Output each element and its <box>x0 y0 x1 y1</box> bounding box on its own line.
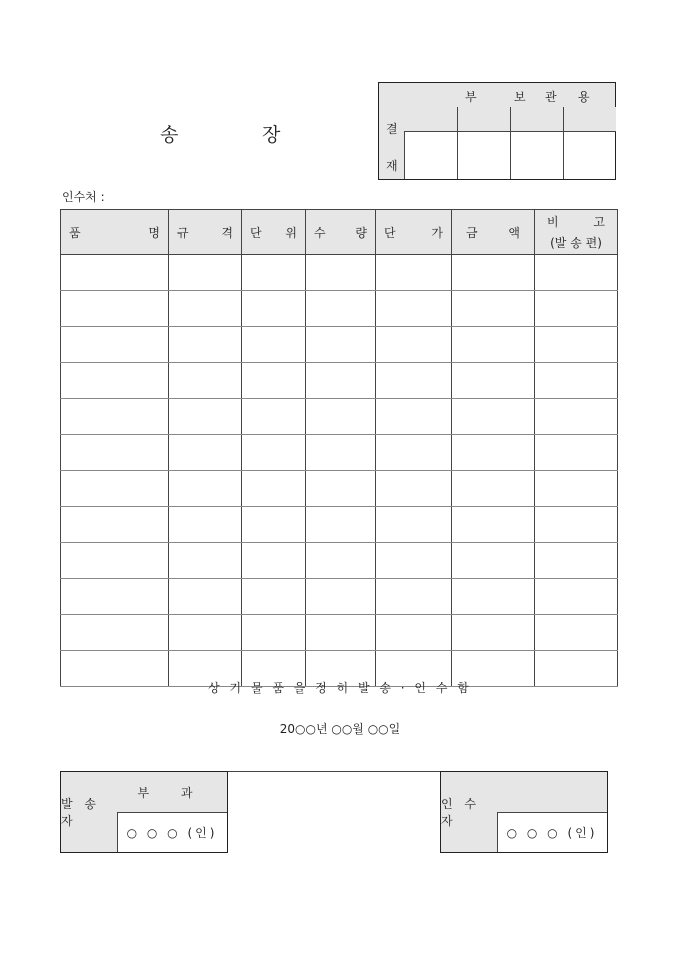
table-cell[interactable] <box>535 363 618 399</box>
table-cell[interactable] <box>242 291 306 327</box>
table-cell[interactable] <box>535 471 618 507</box>
document-title <box>160 120 282 147</box>
table-cell[interactable] <box>452 471 535 507</box>
table-cell[interactable] <box>169 399 242 435</box>
table-cell[interactable] <box>242 471 306 507</box>
table-cell[interactable] <box>535 399 618 435</box>
table-cell[interactable] <box>169 507 242 543</box>
col-unit-price: 단 가 <box>376 210 452 255</box>
table-cell[interactable] <box>376 291 452 327</box>
table-cell[interactable] <box>452 291 535 327</box>
table-cell[interactable] <box>376 507 452 543</box>
table-cell[interactable] <box>169 291 242 327</box>
table-cell[interactable] <box>535 435 618 471</box>
receiver-box <box>440 771 608 853</box>
date: 20○○년 ○○월 ○○일 <box>279 722 401 736</box>
table-cell[interactable] <box>376 615 452 651</box>
table-cell[interactable] <box>242 543 306 579</box>
approval-divider <box>404 131 616 132</box>
approval-divider <box>563 107 564 179</box>
table-cell[interactable] <box>535 543 618 579</box>
table-cell[interactable] <box>535 615 618 651</box>
table-cell[interactable] <box>306 291 376 327</box>
table-cell[interactable] <box>535 507 618 543</box>
recipient-label: 인수처 : <box>62 190 105 204</box>
table-cell[interactable] <box>169 327 242 363</box>
table-cell[interactable] <box>452 507 535 543</box>
table-row <box>61 471 618 507</box>
approval-header-char: 부 <box>465 90 477 104</box>
receiver-signature: ○ ○ ○ (인) <box>506 825 598 840</box>
col-remarks-sub: (발 송 편) <box>550 236 602 250</box>
table-cell[interactable] <box>376 255 452 291</box>
col-quantity: 수 량 <box>306 210 376 255</box>
table-cell[interactable] <box>242 435 306 471</box>
table-cell[interactable] <box>306 399 376 435</box>
approval-label-char: 결 <box>386 122 398 136</box>
table-cell[interactable] <box>452 543 535 579</box>
table-cell[interactable] <box>376 399 452 435</box>
table-cell[interactable] <box>452 399 535 435</box>
table-cell[interactable] <box>376 471 452 507</box>
table-cell[interactable] <box>61 435 169 471</box>
table-cell[interactable] <box>306 471 376 507</box>
table-cell[interactable] <box>242 579 306 615</box>
table-cell[interactable] <box>242 615 306 651</box>
col-unit: 단 위 <box>242 210 306 255</box>
table-cell[interactable] <box>306 435 376 471</box>
table-cell[interactable] <box>169 471 242 507</box>
approval-box <box>378 82 616 180</box>
table-cell[interactable] <box>242 507 306 543</box>
signature-divider-line <box>228 771 440 772</box>
table-cell[interactable] <box>376 327 452 363</box>
table-cell[interactable] <box>169 435 242 471</box>
table-cell[interactable] <box>61 255 169 291</box>
table-cell[interactable] <box>452 327 535 363</box>
table-cell[interactable] <box>306 579 376 615</box>
table-row <box>61 507 618 543</box>
table-cell[interactable] <box>306 255 376 291</box>
sender-box <box>60 771 228 853</box>
table-cell[interactable] <box>452 255 535 291</box>
statement: 상 기 물 품 을 정 히 발 송 · 인 수 함 <box>208 681 472 695</box>
approval-label-char: 재 <box>386 159 398 173</box>
table-cell[interactable] <box>452 435 535 471</box>
approval-header <box>379 83 615 108</box>
table-cell[interactable] <box>452 363 535 399</box>
table-cell[interactable] <box>242 399 306 435</box>
table-cell[interactable] <box>242 255 306 291</box>
col-amount: 금 액 <box>452 210 535 255</box>
table-row <box>61 291 618 327</box>
approval-divider <box>510 107 511 179</box>
table-cell[interactable] <box>452 615 535 651</box>
table-header-row <box>61 210 618 255</box>
table-cell[interactable] <box>535 255 618 291</box>
table-cell[interactable] <box>306 363 376 399</box>
table-cell[interactable] <box>169 255 242 291</box>
table-cell[interactable] <box>169 363 242 399</box>
table-cell[interactable] <box>61 327 169 363</box>
table-body <box>61 255 618 687</box>
table-cell[interactable] <box>535 327 618 363</box>
table-cell[interactable] <box>169 579 242 615</box>
table-cell[interactable] <box>452 579 535 615</box>
approval-header-char: 용 <box>578 90 590 104</box>
table-row <box>61 363 618 399</box>
table-row <box>61 615 618 651</box>
table-cell[interactable] <box>61 471 169 507</box>
sender-dept: 부 과 <box>117 772 227 813</box>
table-cell[interactable] <box>535 579 618 615</box>
title-char-1: 송 <box>160 124 180 146</box>
table-row <box>61 579 618 615</box>
table-cell[interactable] <box>61 399 169 435</box>
col-item-name: 품 명 <box>61 210 169 255</box>
table-cell[interactable] <box>306 543 376 579</box>
table-cell[interactable] <box>242 363 306 399</box>
table-cell[interactable] <box>169 543 242 579</box>
table-cell[interactable] <box>61 543 169 579</box>
title-char-2: 장 <box>262 124 282 146</box>
sender-signature: ○ ○ ○ (인) <box>126 825 218 840</box>
table-row <box>61 327 618 363</box>
table-cell[interactable] <box>535 291 618 327</box>
table-row <box>61 399 618 435</box>
table-row <box>61 255 618 291</box>
table-cell[interactable] <box>61 363 169 399</box>
table-row <box>61 543 618 579</box>
receiver-dept <box>497 772 607 813</box>
table-cell[interactable] <box>61 615 169 651</box>
table-cell[interactable] <box>376 435 452 471</box>
col-spec: 규 격 <box>169 210 242 255</box>
table-cell[interactable] <box>61 507 169 543</box>
items-table <box>60 209 618 687</box>
table-cell[interactable] <box>242 327 306 363</box>
sender-label: 발 송 자 <box>61 772 118 852</box>
table-cell[interactable] <box>61 579 169 615</box>
approval-header-char: 관 <box>545 90 557 104</box>
table-cell[interactable] <box>376 579 452 615</box>
col-remarks: 비 고 (발 송 편) <box>535 210 618 255</box>
table-cell[interactable] <box>376 543 452 579</box>
receiver-label: 인 수 자 <box>441 772 498 852</box>
approval-side-label <box>379 107 405 179</box>
table-cell[interactable] <box>376 363 452 399</box>
table-cell[interactable] <box>306 327 376 363</box>
approval-header-char: 보 <box>514 90 526 104</box>
table-cell[interactable] <box>61 291 169 327</box>
table-cell[interactable] <box>306 507 376 543</box>
table-cell[interactable] <box>169 615 242 651</box>
table-row <box>61 435 618 471</box>
table-cell[interactable] <box>306 615 376 651</box>
approval-divider <box>457 107 458 179</box>
